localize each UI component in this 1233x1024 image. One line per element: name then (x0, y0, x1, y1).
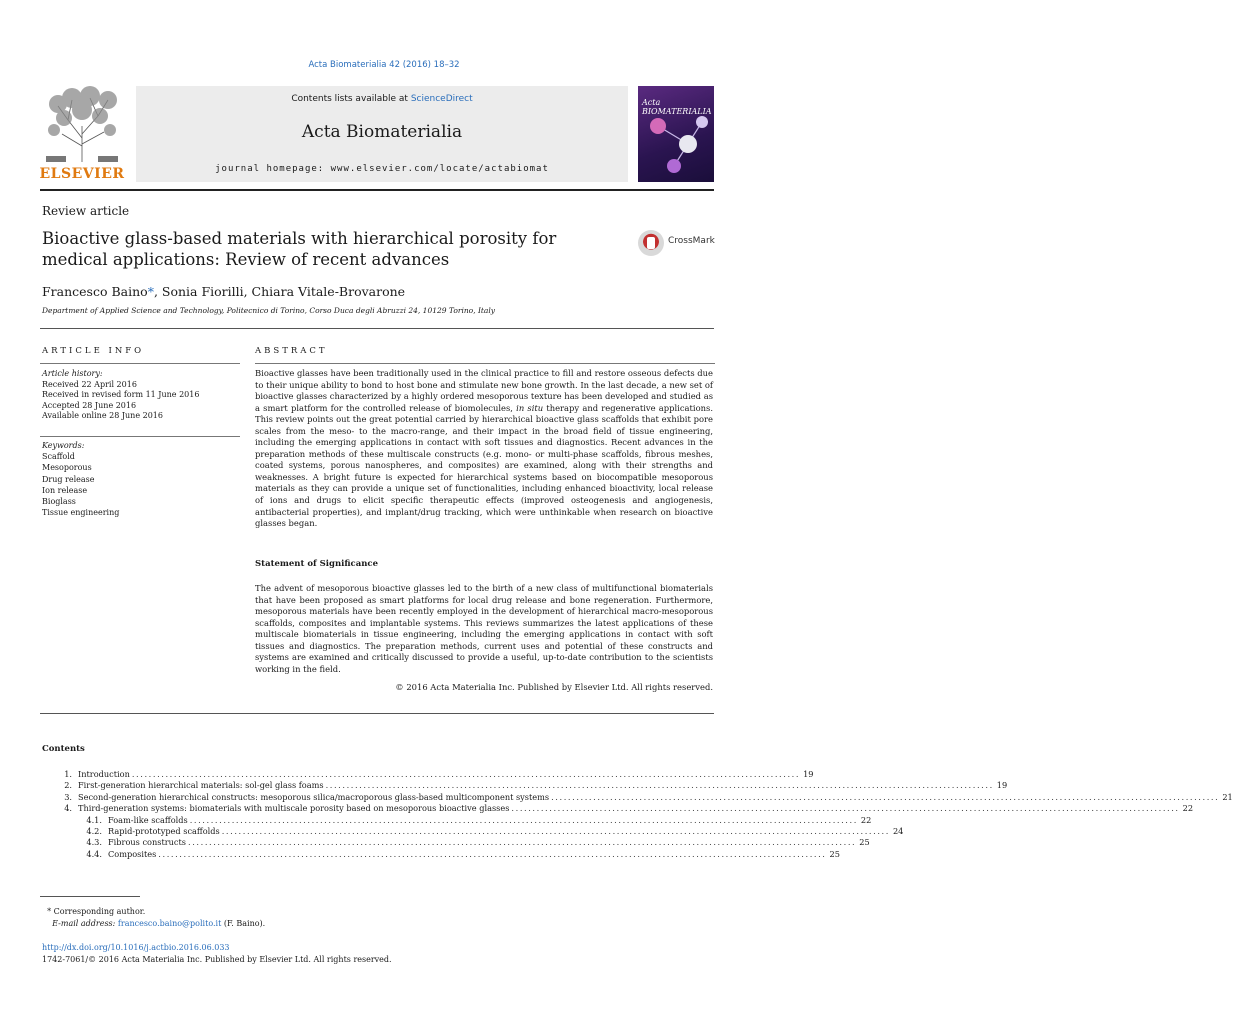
significance-text: The advent of mesoporous bioactive glasses led to the birth of a new class of multifunctional biomaterials that have been proposed as smart platforms for local drug release and bone regeneration. Furthermore, mesoporous materials have been recently employed in the development of hierarchical macro-mesoporous scaffolds, composites and implantable systems. This reviews summarizes the latest applications of these multiscale biomaterials in tissue engineering, including the emerging applications in contact with soft tissues and diagnostics. The preparation methods, current uses and potential of these constructs and systems are examined and critically discussed to provide a useful, up-to-date contribution to the scientists working in the field. (255, 583, 713, 674)
doi-link[interactable]: http://dx.doi.org/10.1016/j.actbio.2016.06.033 (42, 943, 230, 952)
doi-block (42, 942, 392, 965)
journal-homepage[interactable]: journal homepage: www.elsevier.com/locate/actabiomat (215, 164, 549, 174)
contents-prefix: Contents lists available at (291, 94, 411, 104)
footnote (42, 906, 265, 929)
significance-heading: Statement of Significance (255, 559, 379, 569)
toc-leader: ............................................................................................................................................................... (511, 803, 1180, 814)
abstract-copyright: © 2016 Acta Materialia Inc. Published by Elsevier Ltd. All rights reserved. (395, 682, 713, 692)
cover-title: Acta BIOMATERIALIA (642, 98, 712, 116)
toc-entry[interactable] (42, 814, 872, 826)
toc-title: First-generation hierarchical materials: sol-gel glass foams (78, 780, 324, 791)
corresponding-label: Corresponding author. (53, 907, 146, 916)
toc-title: Third-generation systems: biomaterials with multiscale porosity based on mesoporous bioactive glasses (78, 803, 510, 814)
journal-banner (136, 86, 628, 182)
abstract-heading: ABSTRACT (255, 346, 328, 356)
footnote-mark: * (47, 907, 52, 916)
toc-number: 4.2. (86, 825, 102, 836)
abstract-part-2: therapy and regenerative applications. This review points out the great potential carried by hierarchical bioactive glass scaffolds that exhibit pore scales from the meso- to the macro-range, and their impact in the broad field of tissue engineering, including the emerging applications in contact with soft tissues and diagnostics. Recent advances in the preparation methods of these multiscale constructs (e.g. mono- or multi-phase scaffolds, fibrous meshes, coated systems, porous nanospheres, and composites) are examined, along with their strengths and weaknesses. A bright future is expected for hierarchical systems based on biocompatible mesoporous materials as they can provide a unique set of functionalities, including enhanced bioactivity, local release of ions and drugs to elicit specific therapeutic effects (improved osteogenesis and angiogenesis, antibacterial properties), and implant/drug tracking, which were unthinkable when research on bioactive glasses began. (255, 402, 713, 529)
sciencedirect-link[interactable]: ScienceDirect (410, 94, 473, 104)
toc-title: Rapid-prototyped scaffolds (108, 825, 220, 836)
toc-leader: ............................................................................................................................................................... (131, 769, 801, 779)
keyword: Mesoporous (42, 463, 92, 473)
crossmark-icon (638, 230, 664, 256)
affiliation-divider (40, 328, 714, 329)
journal-title: Acta Biomaterialia (301, 122, 463, 142)
toc-page: 19 (803, 769, 814, 779)
elsevier-wordmark: ELSEVIER (39, 166, 125, 182)
history-received: Received 22 April 2016 (42, 379, 137, 389)
toc-title: Introduction (78, 769, 130, 779)
toc-title: Foam-like scaffolds (108, 814, 188, 825)
corresponding-author-note (42, 906, 265, 918)
keyword: Bioglass (42, 497, 76, 507)
toc-leader: ............................................................................................................................................................... (189, 814, 858, 825)
toc-leader: ............................................................................................................................................................... (188, 837, 857, 848)
toc-leader: ............................................................................................................................................................... (551, 791, 1220, 802)
email-link[interactable]: francesco.baino@polito.it (117, 918, 222, 928)
toc-leader: ............................................................................................................................................................... (221, 825, 890, 836)
toc-number: 4.3. (86, 837, 102, 848)
contents-available-line (136, 94, 628, 104)
toc-number: 4.1. (86, 814, 102, 825)
abstract-text (255, 368, 713, 530)
abstract-part-1: Bioactive glasses have been traditionally used in the clinical practice to fill and restore osseous defects due to their unique ability to bond to host bone and stimulate new bone growth. In the last decade, a new set of bioactive glasses characterized by a highly ordered mesoporous texture has been developed and studied as a smart platform for the controlled release of biomolecules, (255, 368, 713, 413)
tree-icon (38, 86, 126, 164)
toc-page: 22 (860, 814, 872, 825)
toc-page: 22 (1182, 803, 1194, 814)
article-info-heading: ARTICLE INFO (42, 346, 145, 356)
keywords-divider (40, 436, 240, 437)
keywords-label: Keywords: (42, 441, 85, 450)
toc-page: 24 (892, 825, 904, 836)
toc-title: Second-generation hierarchical constructs: mesoporous silica/macroporous glass-based multicomponent systems (78, 791, 550, 802)
affiliation: Department of Applied Science and Technology, Politecnico di Torino, Corso Duca degli Abruzzi 24, 10129 Torino, Italy (42, 306, 496, 315)
history-online: Available online 28 June 2016 (42, 411, 163, 420)
contents-heading: Contents (42, 744, 85, 754)
elsevier-logo (38, 86, 126, 182)
history-revised: Received in revised form 11 June 2016 (42, 390, 200, 399)
toc-number: 3. (64, 791, 72, 802)
toc-page: 21 (1222, 791, 1233, 802)
abstract-italic: in situ (516, 402, 544, 413)
toc-entry[interactable] (42, 825, 904, 837)
toc-title: Composites (108, 848, 157, 859)
history-label: Article history: (42, 369, 103, 378)
toc-page: 25 (829, 848, 840, 859)
toc-number: 2. (64, 780, 72, 791)
toc-entry[interactable] (42, 769, 814, 780)
table-of-contents (42, 769, 1233, 860)
toc-entry[interactable] (42, 837, 870, 848)
keyword: Ion release (42, 485, 88, 495)
toc-page: 19 (996, 780, 1008, 791)
toc-number: 4.4. (86, 848, 102, 859)
crossmark-button[interactable] (638, 228, 718, 258)
toc-title: Fibrous constructs (108, 837, 187, 848)
author-baino: Francesco Baino (42, 284, 148, 299)
article-title: Bioactive glass-based materials with hierarchical porosity for medical applications: Review of recent advances (42, 229, 557, 269)
article-history (42, 369, 199, 422)
toc-entry[interactable] (42, 848, 840, 860)
keyword: Scaffold (42, 452, 75, 462)
journal-reference-link[interactable]: Acta Biomaterialia 42 (2016) 18–32 (308, 60, 460, 70)
toc-entry[interactable] (42, 791, 1233, 803)
issn-line: 1742-7061/© 2016 Acta Materialia Inc. Published by Elsevier Ltd. All rights reserved. (42, 954, 392, 964)
footnote-divider (40, 896, 140, 897)
journal-cover-image (638, 86, 714, 182)
author-list (42, 284, 405, 299)
toc-page: 25 (859, 837, 870, 848)
toc-leader: ............................................................................................................................................................... (158, 848, 827, 859)
cover-molecule-icon (638, 86, 714, 182)
keyword: Tissue engineering (42, 508, 120, 518)
toc-number: 4. (64, 803, 72, 814)
toc-number: 1. (64, 769, 72, 779)
header-divider (40, 189, 714, 191)
article-info-divider (40, 363, 240, 364)
email-line (42, 918, 265, 930)
history-accepted: Accepted 28 June 2016 (42, 400, 137, 410)
article-type: Review article (42, 204, 130, 218)
corresponding-author-mark[interactable]: * (147, 284, 154, 299)
other-authors: , Sonia Fiorilli, Chiara Vitale-Brovarone (153, 284, 406, 299)
keyword: Drug release (42, 474, 95, 484)
toc-entry[interactable] (42, 780, 1008, 791)
toc-leader: ............................................................................................................................................................... (325, 780, 994, 791)
abstract-end-divider (40, 713, 714, 714)
abstract-divider (255, 363, 715, 364)
keywords (42, 440, 119, 518)
crossmark-label: CrossMark (668, 236, 715, 246)
email-suffix: (F. Baino). (221, 918, 266, 928)
toc-entry[interactable] (42, 803, 1194, 814)
email-label: E-mail address: (52, 918, 116, 928)
